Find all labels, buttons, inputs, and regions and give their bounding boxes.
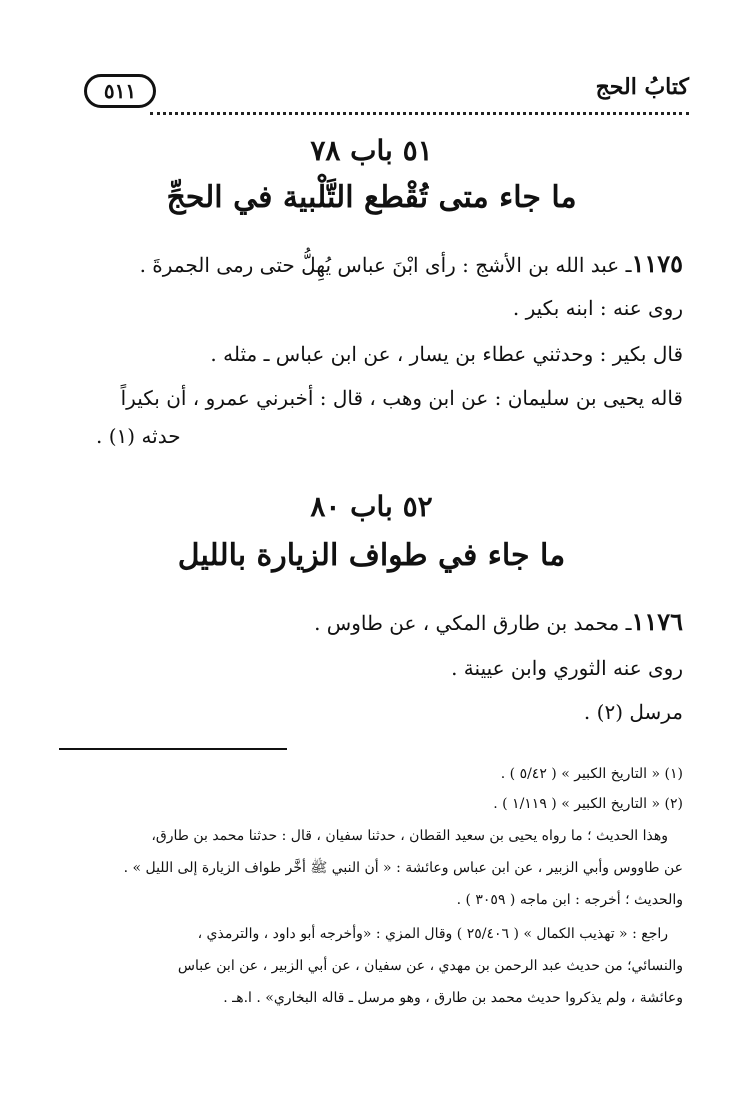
footnote-text: وهذا الحديث ؛ ما رواه يحيى بن سعيد القطان ، حدثنا سفيان ، قال : حدثنا محمد بن طارق، (151, 828, 668, 844)
entry-line: قاله يحيى بن سليمان : عن ابن وهب ، قال : أخبرني عمرو ، أن بكيراً (120, 386, 683, 410)
footnote-1: (١) « التاريخ الكبير » ( ٥/٤٢ ) . (500, 766, 683, 782)
entry-1175 (96, 250, 683, 279)
footnote-text: والحديث ؛ أخرجه : ابن ماجه ( ٣٠٥٩ ) . (456, 892, 683, 908)
entry-1176 (314, 608, 683, 637)
footnote-rule (59, 748, 287, 750)
entry-line: حدثه (١) . (96, 424, 181, 448)
footnote-2: (٢) « التاريخ الكبير » ( ١/١١٩ ) . (493, 796, 683, 812)
entry-line: قال بكير : وحدثني عطاء بن يسار ، عن ابن عباس ـ مثله . (210, 342, 683, 366)
page-number-badge (84, 74, 156, 108)
chapter-heading-1: ٥١ باب ٧٨ (310, 134, 433, 167)
footnote-text: عن طاووس وأبي الزبير ، عن ابن عباس وعائشة : « أن النبي ﷺ أخَّر طواف الزيارة إلى الليل » . (123, 860, 683, 876)
chapter-title-1: ما جاء متى تُقْطع التَّلْبية في الحجِّ (166, 180, 577, 215)
footnote-text: والنسائي؛ من حديث عبد الرحمن بن مهدي ، عن سفيان ، عن أبي الزبير ، عن ابن عباس (177, 958, 683, 974)
entry-number: ١١٧٦ (631, 607, 683, 636)
entry-text: ـ محمد بن طارق المكي ، عن طاوس . (314, 611, 632, 635)
entry-line: مرسل (٢) . (583, 700, 683, 724)
running-header-title: كتابُ الحج (595, 74, 689, 100)
footnote-text: وعائشة ، ولم يذكروا حديث محمد بن طارق ، وهو مرسل ـ قاله البخاري» . ا.هـ . (223, 990, 683, 1006)
entry-number: ١١٧٥ (631, 249, 683, 278)
chapter-heading-2: ٥٢ باب ٨٠ (310, 490, 433, 523)
entry-text: ـ عبد الله بن الأشج : رأى ابْنَ عباس يُهِلُّ حتى رمى الجمرةَ . (139, 253, 632, 277)
entry-line: روى عنه الثوري وابن عيينة . (451, 656, 683, 680)
entry-line: روى عنه : ابنه بكير . (512, 296, 683, 320)
page-number: ٥١١ (103, 79, 137, 103)
header-rule (150, 112, 689, 115)
chapter-title-2: ما جاء في طواف الزيارة بالليل (177, 538, 566, 573)
footnote-text: راجع : « تهذيب الكمال » ( ٢٥/٤٠٦ ) وقال المزي : «وأخرجه أبو داود ، والترمذي ، (197, 926, 668, 942)
